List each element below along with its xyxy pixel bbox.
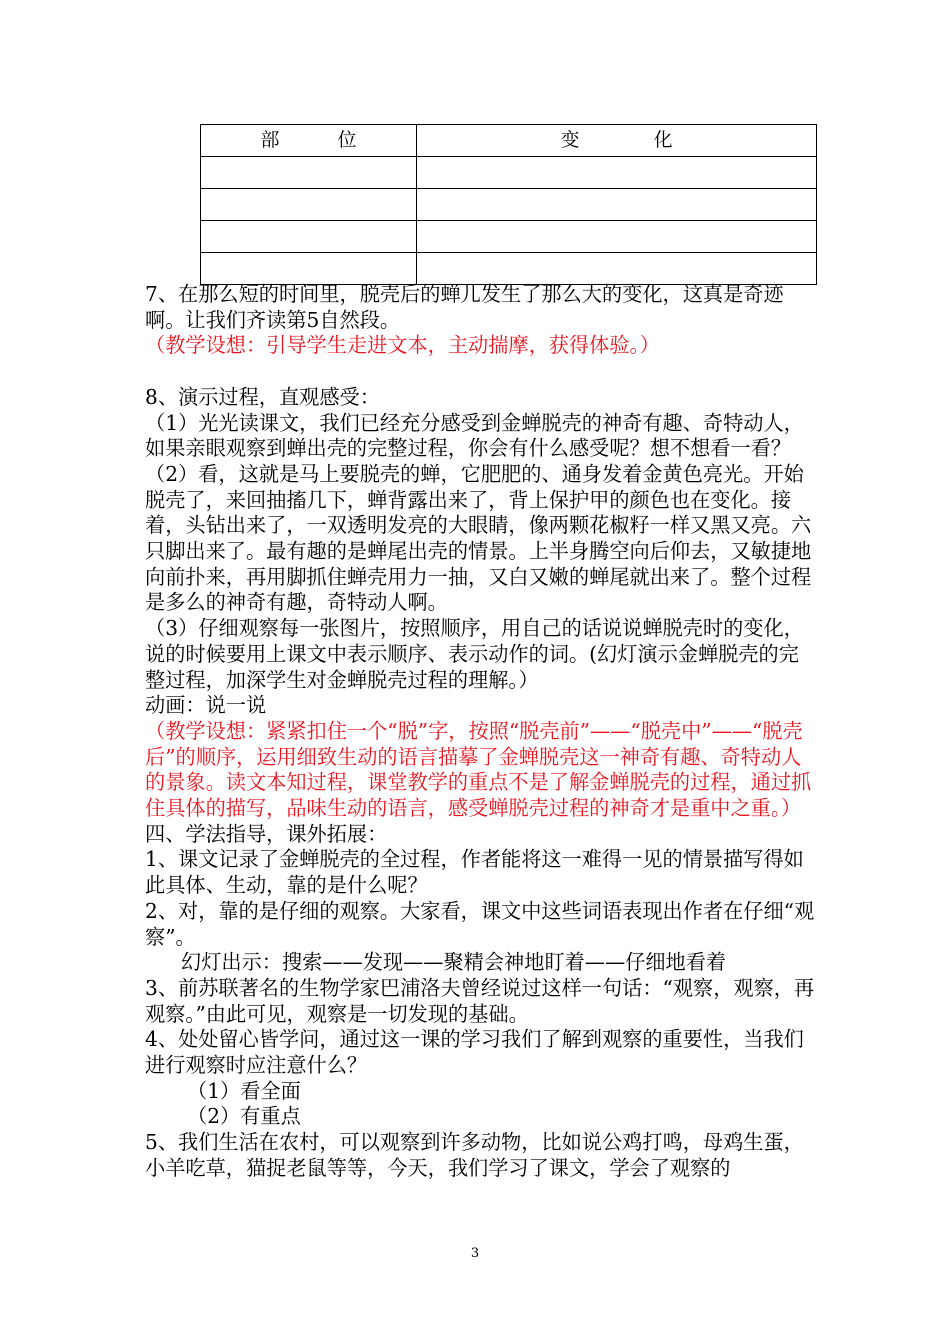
teaching-design-note: （教学设想：引导学生走进文本，主动揣摩，获得体验。） xyxy=(145,333,660,358)
table-header-row xyxy=(201,125,817,157)
paragraph: 3、前苏联著名的生物学家巴浦洛夫曾经说过这样一句话：“观察，观察，再观察。”由此可见，观察是一切发现的基础。 xyxy=(145,975,815,1026)
table-cell-change xyxy=(417,253,817,285)
paragraph: 7、在那么短的时间里，脱壳后的蝉儿发生了那么大的变化，这真是奇迹啊。让我们齐读第5自然段。 xyxy=(145,282,784,332)
table-cell-change xyxy=(417,157,817,189)
table-cell-part xyxy=(201,253,417,285)
paragraph: 动画：说一说 xyxy=(145,693,267,718)
paragraph: 幻灯出示：搜索——发现——聚精会神地盯着——仔细地看着 xyxy=(181,950,727,975)
teaching-design-note: （教学设想：紧紧扣住一个“脱”字，按照“脱壳前”——“脱壳中”——“脱壳后”的顺序，运用细致生动的语言描摹了金蝉脱壳这一神奇有趣、奇特动人的景象。读文本知过程，课堂教学的重点不是了解金蝉脱壳的过程，通过抓住具体的描写，品味生动的语言，感受蝉脱壳过程的神奇才是重中之重。） xyxy=(145,718,812,821)
table-cell-change xyxy=(417,221,817,253)
table-row xyxy=(201,221,817,253)
table-cell-part xyxy=(201,221,417,253)
paragraph: 5、我们生活在农村，可以观察到许多动物，比如说公鸡打鸣，母鸡生蛋，小羊吃草，猫捉老鼠等等，今天，我们学习了课文，学会了观察的 xyxy=(145,1130,804,1180)
paragraph: （2）看，这就是马上要脱壳的蝉，它肥肥的、通身发着金黄色亮光。开始脱壳了，来回抽搐几下，蝉背露出来了，背上保护甲的颜色也在变化。接着，头钻出来了，一双透明发亮的大眼睛，像两颗花椒籽一样又黑又亮。六只脚出来了。最有趣的是蝉尾出壳的情景。上半身腾空向后仰去，又敏捷地向前扑来，再用脚抓住蝉壳用力一抽，又白又嫩的蝉尾就出来了。整个过程是多么的神奇有趣，奇特动人啊。 xyxy=(145,461,812,615)
table-cell-part xyxy=(201,189,417,221)
table-cell-change xyxy=(417,189,817,221)
paragraph: 四、学法指导，课外拓展： xyxy=(145,821,388,846)
paragraph: 8、演示过程，直观感受： xyxy=(145,384,380,409)
paragraph: 4、处处留心皆学问，通过这一课的学习我们了解到观察的重要性，当我们进行观察时应注意什么？ xyxy=(145,1027,804,1078)
blank-line xyxy=(145,359,817,385)
list-item: （1）看全面 xyxy=(187,1078,301,1103)
part-change-table xyxy=(200,124,817,285)
list-item: （2）有重点 xyxy=(187,1104,301,1129)
table-row xyxy=(201,253,817,285)
table-cell-part xyxy=(201,157,417,189)
header-change: 变 化 xyxy=(417,125,817,157)
lesson-body-text xyxy=(145,282,817,1182)
table-row xyxy=(201,189,817,221)
paragraph: 1、课文记录了金蝉脱壳的全过程，作者能将这一难得一见的情景描写得如此具体、生动，靠的是什么呢？ xyxy=(145,847,804,898)
paragraph: （1）光光读课文，我们已经充分感受到金蝉脱壳的神奇有趣、奇特动人，如果亲眼观察到蝉出壳的完整过程，你会有什么感受呢？想不想看一看？ xyxy=(145,410,804,461)
table-row xyxy=(201,157,817,189)
page-number: 3 xyxy=(470,1246,480,1261)
paragraph: （3）仔细观察每一张图片，按照顺序，用自己的话说说蝉脱壳时的变化，说的时候要用上课文中表示顺序、表示动作的词。(幻灯演示金蝉脱壳的完整过程，加深学生对金蝉脱壳过程的理解。） xyxy=(145,616,804,692)
header-part: 部 位 xyxy=(201,125,417,157)
paragraph: 2、对，靠的是仔细的观察。大家看，课文中这些词语表现出作者在仔细“观察”。 xyxy=(145,898,815,949)
